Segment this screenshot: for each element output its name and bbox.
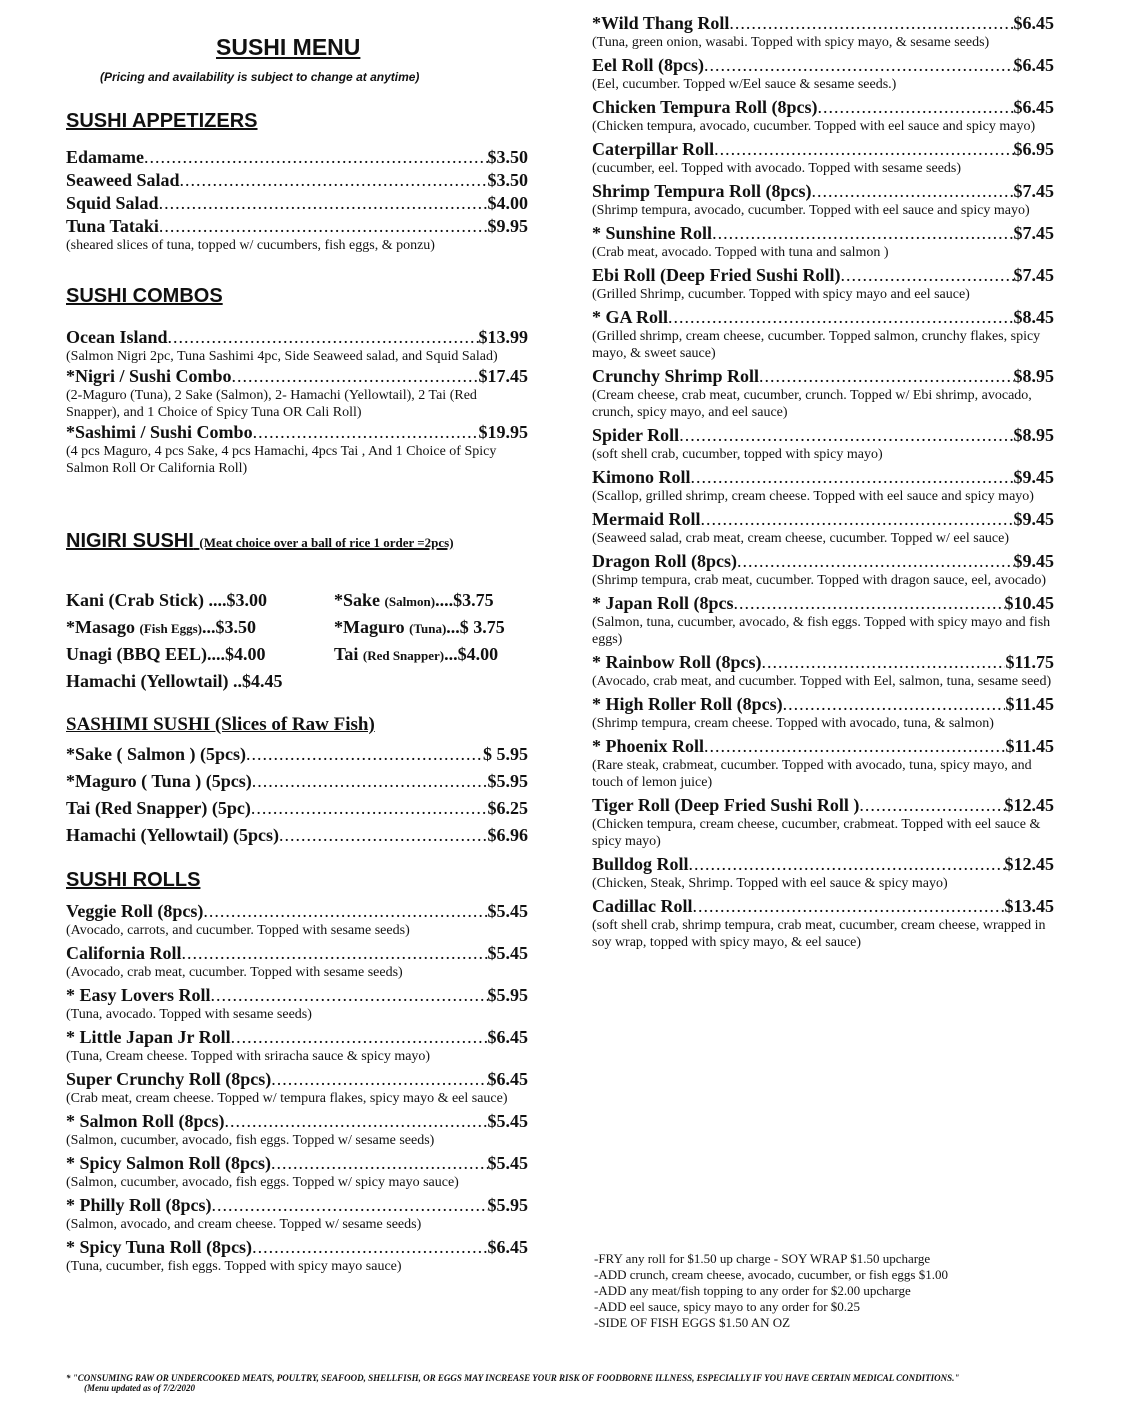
item-price: $6.96 (487, 825, 528, 845)
addon-note: -ADD crunch, cream cheese, avocado, cucumber, or fish eggs $1.00 (594, 1267, 948, 1282)
item-price: $8.45 (1013, 307, 1054, 327)
dot-leader (159, 215, 488, 237)
item-description: (Salmon, cucumber, avocado, fish eggs. Topped w/ sesame seeds) (66, 1133, 435, 1148)
item-price: $9.45 (1013, 551, 1054, 571)
addon-note: -SIDE OF FISH EGGS $1.50 AN OZ (594, 1315, 791, 1330)
dot-leader (211, 984, 488, 1006)
nigiri-item-kani: Kani (Crab Stick) ....$3.00 (66, 590, 268, 610)
menu-item-row (66, 365, 528, 387)
footer (66, 1373, 1066, 1393)
item-price: $5.45 (487, 901, 528, 921)
nigiri-item-masago: *Masago (Fish Eggs)...$3.50 (66, 617, 256, 637)
menu-item-row (66, 900, 528, 922)
nigiri-item-hamachi: Hamachi (Yellowtail) ..$4.45 (66, 671, 283, 691)
item-description: (Cream cheese, crab meat, cucumber, crunch. Topped w/ Ebi shrimp, avocado, crunch, spicy mayo, and eel sauce) (592, 388, 1032, 420)
dot-leader (712, 222, 1013, 244)
item-name: * Easy Lovers Roll (66, 985, 211, 1005)
addon-note: -ADD eel sauce, spicy mayo to any order for $0.25 (594, 1299, 861, 1314)
menu-item-row (66, 421, 528, 443)
item-description: (Chicken, Steak, Shrimp. Topped with eel sauce & spicy mayo) (592, 876, 948, 891)
dot-leader (246, 743, 483, 765)
menu-item-row (592, 96, 1054, 118)
item-price: $11.75 (1005, 652, 1054, 672)
menu-item-row (592, 735, 1054, 757)
item-name: California Roll (66, 943, 182, 963)
item-description: (Seaweed salad, crab meat, cream cheese, cucumber. Topped w/ eel sauce) (592, 531, 1009, 546)
item-name: Super Crunchy Roll (8pcs) (66, 1069, 272, 1089)
item-description: (Salmon, tuna, cucumber, avocado, & fish eggs. Topped with spicy mayo and fish eggs) (592, 615, 1051, 647)
page-title: SUSHI MENU (216, 34, 361, 60)
menu-item-row (66, 326, 528, 348)
item-price: $13.45 (1004, 896, 1054, 916)
item-price: $13.99 (478, 327, 528, 347)
dot-leader (737, 550, 1014, 572)
item-price: $6.95 (1013, 139, 1054, 159)
nigiri-item-maguro: *Maguro (Tuna)...$ 3.75 (334, 617, 505, 637)
item-name: * Philly Roll (8pcs) (66, 1195, 212, 1215)
menu-item-row (592, 365, 1054, 387)
menu-item (66, 1194, 528, 1233)
item-description: (4 pcs Maguro, 4 pcs Sake, 4 pcs Hamachi, 4pcs Tai , And 1 Choice of Spicy Salmon Roll Or California Roll) (66, 444, 497, 476)
item-name: Tai (Red Snapper) (5pc) (66, 798, 251, 818)
menu-item-row (66, 1026, 528, 1048)
menu-item-row (66, 1068, 528, 1090)
nigiri-heading-label: NIGIRI SUSHI (66, 530, 194, 552)
menu-item-row (592, 12, 1054, 34)
addon-note: -ADD any meat/fish topping to any order for $2.00 upcharge (594, 1283, 911, 1298)
item-description: (Crab meat, cream cheese. Topped w/ tempura flakes, spicy mayo & eel sauce) (66, 1091, 508, 1106)
menu-item (66, 770, 528, 792)
menu-item (592, 264, 1054, 303)
nigiri-list (66, 590, 536, 698)
item-price: $6.25 (487, 798, 528, 818)
item-name: *Sashimi / Sushi Combo (66, 422, 253, 442)
dot-leader (812, 180, 1014, 202)
menu-item-row (66, 192, 528, 214)
menu-item-row (592, 424, 1054, 446)
combos-list (66, 326, 528, 477)
item-description: (Shrimp tempura, crab meat, cucumber. Topped with dragon sauce, eel, avocado) (592, 573, 1046, 588)
dot-leader (818, 96, 1014, 118)
dot-leader (271, 1152, 487, 1174)
menu-item (66, 984, 528, 1023)
dot-leader (252, 770, 488, 792)
dot-leader (253, 421, 479, 443)
menu-item (592, 424, 1054, 463)
menu-item (592, 508, 1054, 547)
item-description: (Crab meat, avocado. Topped with tuna and salmon ) (592, 245, 889, 260)
item-name: Spider Roll (592, 425, 680, 445)
nigiri-item-sake: *Sake (Salmon)....$3.75 (334, 590, 494, 610)
item-name: * Phoenix Roll (592, 736, 705, 756)
menu-item-row (66, 215, 528, 237)
nigiri-item-unagi: Unagi (BBQ EEL)....$4.00 (66, 644, 266, 664)
menu-item (66, 900, 528, 939)
dot-leader (279, 824, 488, 846)
item-description: (Shrimp tempura, cream cheese. Topped with avocado, tuna, & salmon) (592, 716, 994, 731)
dot-leader (762, 651, 1006, 673)
menu-item (66, 421, 528, 477)
item-description: (Salmon Nigri 2pc, Tuna Sashimi 4pc, Side Seaweed salad, and Squid Salad) (66, 349, 498, 364)
item-name: * Spicy Salmon Roll (8pcs) (66, 1153, 272, 1173)
menu-item (592, 12, 1054, 51)
item-name: Shrimp Tempura Roll (8pcs) (592, 181, 812, 201)
item-price: $5.95 (487, 771, 528, 791)
menu-item (66, 743, 528, 765)
item-price: $9.95 (487, 216, 528, 236)
menu-item (66, 326, 528, 365)
dot-leader (231, 1026, 488, 1048)
addon-note: -FRY any roll for $1.50 up charge - SOY WRAP $1.50 upcharge (594, 1251, 931, 1266)
menu-item (66, 365, 528, 421)
menu-item (592, 550, 1054, 589)
dot-leader (729, 12, 1013, 34)
menu-item-row (66, 1152, 528, 1174)
item-price: $8.95 (1013, 366, 1054, 386)
menu-item (592, 693, 1054, 732)
menu-item-row (592, 853, 1054, 875)
item-name: Mermaid Roll (592, 509, 701, 529)
item-name: *Wild Thang Roll (592, 13, 730, 33)
menu-item-row (66, 797, 528, 819)
sashimi-heading: SASHIMI SUSHI (Slices of Raw Fish) (66, 714, 375, 735)
menu-item (66, 192, 528, 214)
menu-item (592, 853, 1054, 892)
item-description: (soft shell crab, shrimp tempura, crab meat, cucumber, cream cheese, wrapped in soy wrap, topped with spicy mayo, & eel sauce) (592, 918, 1046, 950)
menu-item (66, 215, 528, 254)
addons-list (594, 1251, 948, 1331)
menu-item-row (66, 169, 528, 191)
item-name: *Maguro ( Tuna ) (5pcs) (66, 771, 252, 791)
item-price: $5.95 (487, 1195, 528, 1215)
item-price: $7.45 (1013, 181, 1054, 201)
dot-leader (714, 138, 1013, 160)
item-price: $8.95 (1013, 425, 1054, 445)
appetizers-heading: SUSHI APPETIZERS (66, 110, 258, 132)
item-description: (Tuna, green onion, wasabi. Topped with spicy mayo, & sesame seeds) (592, 35, 990, 50)
dot-leader (212, 1194, 488, 1216)
item-description: (cucumber, eel. Topped with avocado. Topped with sesame seeds) (592, 161, 962, 176)
item-price: $3.50 (487, 170, 528, 190)
item-price: $9.45 (1013, 509, 1054, 529)
item-name: Tuna Tataki (66, 216, 159, 236)
rolls-heading: SUSHI ROLLS (66, 869, 201, 891)
item-description: (Grilled shrimp, cream cheese, cucumber. Topped salmon, crunchy flakes, spicy mayo, & sweet sauce) (592, 329, 1041, 361)
item-price: $6.45 (1013, 55, 1054, 75)
menu-item (66, 1152, 528, 1191)
dot-leader (859, 794, 1004, 816)
dot-leader (232, 365, 479, 387)
item-name: Hamachi (Yellowtail) (5pcs) (66, 825, 279, 845)
item-description: (Scallop, grilled shrimp, cream cheese. Topped with eel sauce and spicy mayo) (592, 489, 1034, 504)
item-description: (Chicken tempura, cream cheese, cucumber, crabmeat. Topped with eel sauce & spicy mayo) (592, 817, 1041, 849)
item-name: Seaweed Salad (66, 170, 180, 190)
item-name: * High Roller Roll (8pcs) (592, 694, 783, 714)
menu-updated-date: (Menu updated as of 7/2/2020 (84, 1383, 196, 1393)
menu-item-row (592, 550, 1054, 572)
dot-leader (168, 326, 479, 348)
item-price: $9.45 (1013, 467, 1054, 487)
menu-item (66, 146, 528, 168)
nigiri-row (66, 644, 536, 671)
item-name: *Nigri / Sushi Combo (66, 366, 232, 386)
menu-item (592, 365, 1054, 421)
item-name: Squid Salad (66, 193, 159, 213)
item-description: (Tuna, Cream cheese. Topped with sriracha sauce & spicy mayo) (66, 1049, 431, 1064)
menu-item-row (66, 824, 528, 846)
item-description: (Shrimp tempura, avocado, cucumber. Topped with eel sauce and spicy mayo) (592, 203, 1030, 218)
item-description: (sheared slices of tuna, topped w/ cucumbers, fish eggs, & ponzu) (66, 238, 435, 253)
item-description: (Grilled Shrimp, cucumber. Topped with spicy mayo and eel sauce) (592, 287, 970, 302)
item-description: (soft shell crab, cucumber, topped with spicy mayo) (592, 447, 883, 462)
menu-item (592, 466, 1054, 505)
menu-item (66, 824, 528, 846)
menu-item-row (66, 984, 528, 1006)
item-price: $7.45 (1013, 265, 1054, 285)
menu-item (592, 96, 1054, 135)
item-price: $6.45 (487, 1069, 528, 1089)
menu-item-row (592, 264, 1054, 286)
dot-leader (691, 466, 1014, 488)
item-name: Caterpillar Roll (592, 139, 715, 159)
menu-item (592, 895, 1054, 951)
dot-leader (689, 853, 1005, 875)
item-name: Veggie Roll (8pcs) (66, 901, 204, 921)
menu-item (592, 222, 1054, 261)
item-price: $6.45 (487, 1237, 528, 1257)
menu-item-row (592, 895, 1054, 917)
menu-item (66, 1026, 528, 1065)
item-price: $7.45 (1013, 223, 1054, 243)
nigiri-row (66, 617, 536, 644)
item-price: $6.45 (1013, 13, 1054, 33)
menu-item-row (66, 146, 528, 168)
nigiri-note: (Meat choice over a ball of rice 1 order =2pcs) (199, 535, 454, 550)
item-name: * Little Japan Jr Roll (66, 1027, 231, 1047)
item-name: Ebi Roll (Deep Fried Sushi Roll) (592, 265, 841, 285)
menu-item-row (592, 794, 1054, 816)
pricing-notice: (Pricing and availability is subject to change at anytime) (100, 70, 420, 84)
item-description: (Tuna, cucumber, fish eggs. Topped with spicy mayo sauce) (66, 1259, 402, 1274)
item-description: (Salmon, cucumber, avocado, fish eggs. Topped w/ spicy mayo sauce) (66, 1175, 459, 1190)
menu-item-row (66, 1110, 528, 1132)
item-description: (Chicken tempura, avocado, cucumber. Topped with eel sauce and spicy mayo) (592, 119, 1036, 134)
dot-leader (252, 1236, 487, 1258)
item-name: Ocean Island (66, 327, 168, 347)
menu-item-row (592, 306, 1054, 328)
dot-leader (783, 693, 1006, 715)
combos-heading: SUSHI COMBOS (66, 285, 223, 307)
item-name: Dragon Roll (8pcs) (592, 551, 737, 571)
item-name: *Sake ( Salmon ) (5pcs) (66, 744, 247, 764)
item-name: Edamame (66, 147, 144, 167)
item-price: $5.45 (487, 943, 528, 963)
menu-item-row (592, 508, 1054, 530)
menu-item-row (592, 222, 1054, 244)
dot-leader (704, 54, 1014, 76)
item-price: $11.45 (1005, 736, 1054, 756)
menu-item (592, 592, 1054, 648)
dot-leader (841, 264, 1014, 286)
item-name: * Rainbow Roll (8pcs) (592, 652, 762, 672)
item-name: Crunchy Shrimp Roll (592, 366, 760, 386)
item-name: Eel Roll (8pcs) (592, 55, 704, 75)
appetizers-list (66, 146, 528, 255)
menu-item-row (66, 1194, 528, 1216)
menu-item (592, 138, 1054, 177)
item-name: Tiger Roll (Deep Fried Sushi Roll ) (592, 795, 860, 815)
menu-item (592, 651, 1054, 690)
item-description: (Rare steak, crabmeat, cucumber. Topped with avocado, tuna, spicy mayo, and touch of lemon juice) (592, 758, 1032, 790)
dot-leader (159, 192, 488, 214)
dot-leader (203, 900, 487, 922)
menu-item-row (66, 942, 528, 964)
menu-item-row (66, 743, 528, 765)
item-name: * GA Roll (592, 307, 669, 327)
dot-leader (182, 942, 488, 964)
item-name: Bulldog Roll (592, 854, 689, 874)
menu-item (66, 942, 528, 981)
item-price: $12.45 (1004, 795, 1054, 815)
item-description: (Eel, cucumber. Topped w/Eel sauce & sesame seeds.) (592, 77, 897, 92)
dot-leader (734, 592, 1005, 614)
dot-leader (251, 797, 488, 819)
menu-item-row (66, 770, 528, 792)
nigiri-row (66, 590, 536, 617)
item-price: $5.45 (487, 1111, 528, 1131)
rolls-list-right (592, 12, 1054, 954)
dot-leader (225, 1110, 488, 1132)
menu-item (592, 180, 1054, 219)
menu-item-row (592, 592, 1054, 614)
item-price: $6.45 (487, 1027, 528, 1047)
item-name: Cadillac Roll (592, 896, 693, 916)
item-description: (Salmon, avocado, and cream cheese. Topped w/ sesame seeds) (66, 1217, 422, 1232)
item-name: * Spicy Tuna Roll (8pcs) (66, 1237, 253, 1257)
menu-item (592, 306, 1054, 362)
rolls-list-left (66, 900, 528, 1278)
item-price: $3.50 (487, 147, 528, 167)
menu-item (66, 1068, 528, 1107)
item-price: $19.95 (478, 422, 528, 442)
menu-item-row (592, 138, 1054, 160)
sashimi-list (66, 743, 528, 851)
menu-item-row (592, 651, 1054, 673)
dot-leader (759, 365, 1013, 387)
item-price: $4.00 (487, 193, 528, 213)
item-price: $17.45 (478, 366, 528, 386)
nigiri-row (66, 671, 536, 698)
menu-item-row (592, 693, 1054, 715)
dot-leader (679, 424, 1013, 446)
item-name: * Japan Roll (8pcs (592, 593, 734, 613)
menu-item (66, 1110, 528, 1149)
dot-leader (693, 895, 1005, 917)
item-name: * Sunshine Roll (592, 223, 713, 243)
dot-leader (700, 508, 1013, 530)
menu-item-row (592, 180, 1054, 202)
item-description: (2-Maguro (Tuna), 2 Sake (Salmon), 2- Hamachi (Yellowtail), 2 Tai (Red Snapper), and 1 Choice of Spicy Tuna OR Cali Roll) (66, 388, 477, 420)
item-name: Kimono Roll (592, 467, 691, 487)
menu-item (66, 169, 528, 191)
item-description: (Avocado, crab meat, cucumber. Topped with sesame seeds) (66, 965, 403, 980)
menu-item (592, 735, 1054, 791)
item-name: * Salmon Roll (8pcs) (66, 1111, 225, 1131)
item-description: (Avocado, crab meat, and cucumber. Topped with Eel, salmon, tuna, sesame seed) (592, 674, 1052, 689)
item-price: $5.95 (487, 985, 528, 1005)
menu-item-row (66, 1236, 528, 1258)
item-price: $6.45 (1013, 97, 1054, 117)
dot-leader (144, 146, 488, 168)
menu-item (592, 54, 1054, 93)
item-description: (Avocado, carrots, and cucumber. Topped with sesame seeds) (66, 923, 410, 938)
menu-item (66, 797, 528, 819)
item-price: $12.45 (1004, 854, 1054, 874)
nigiri-heading (66, 530, 454, 553)
dot-leader (271, 1068, 487, 1090)
menu-item-row (592, 466, 1054, 488)
dot-leader (668, 306, 1013, 328)
food-safety-warning: * "CONSUMING RAW OR UNDERCOOKED MEATS, POULTRY, SEAFOOD, SHELLFISH, OR EGGS MAY INCREASE YOUR RISK OF FOODBORNE ILLNESS, ESPECIALLY IF YOU HAVE CERTAIN MEDICAL CONDITIONS." (66, 1373, 960, 1383)
menu-item (66, 1236, 528, 1275)
dot-leader (180, 169, 488, 191)
item-price: $ 5.95 (483, 744, 528, 764)
item-description: (Tuna, avocado. Topped with sesame seeds) (66, 1007, 312, 1022)
item-price: $5.45 (487, 1153, 528, 1173)
item-name: Chicken Tempura Roll (8pcs) (592, 97, 818, 117)
item-price: $11.45 (1005, 694, 1054, 714)
nigiri-item-tai: Tai (Red Snapper)...$4.00 (334, 644, 499, 664)
menu-item (592, 794, 1054, 850)
item-price: $10.45 (1004, 593, 1054, 613)
menu-item-row (592, 54, 1054, 76)
dot-leader (704, 735, 1005, 757)
